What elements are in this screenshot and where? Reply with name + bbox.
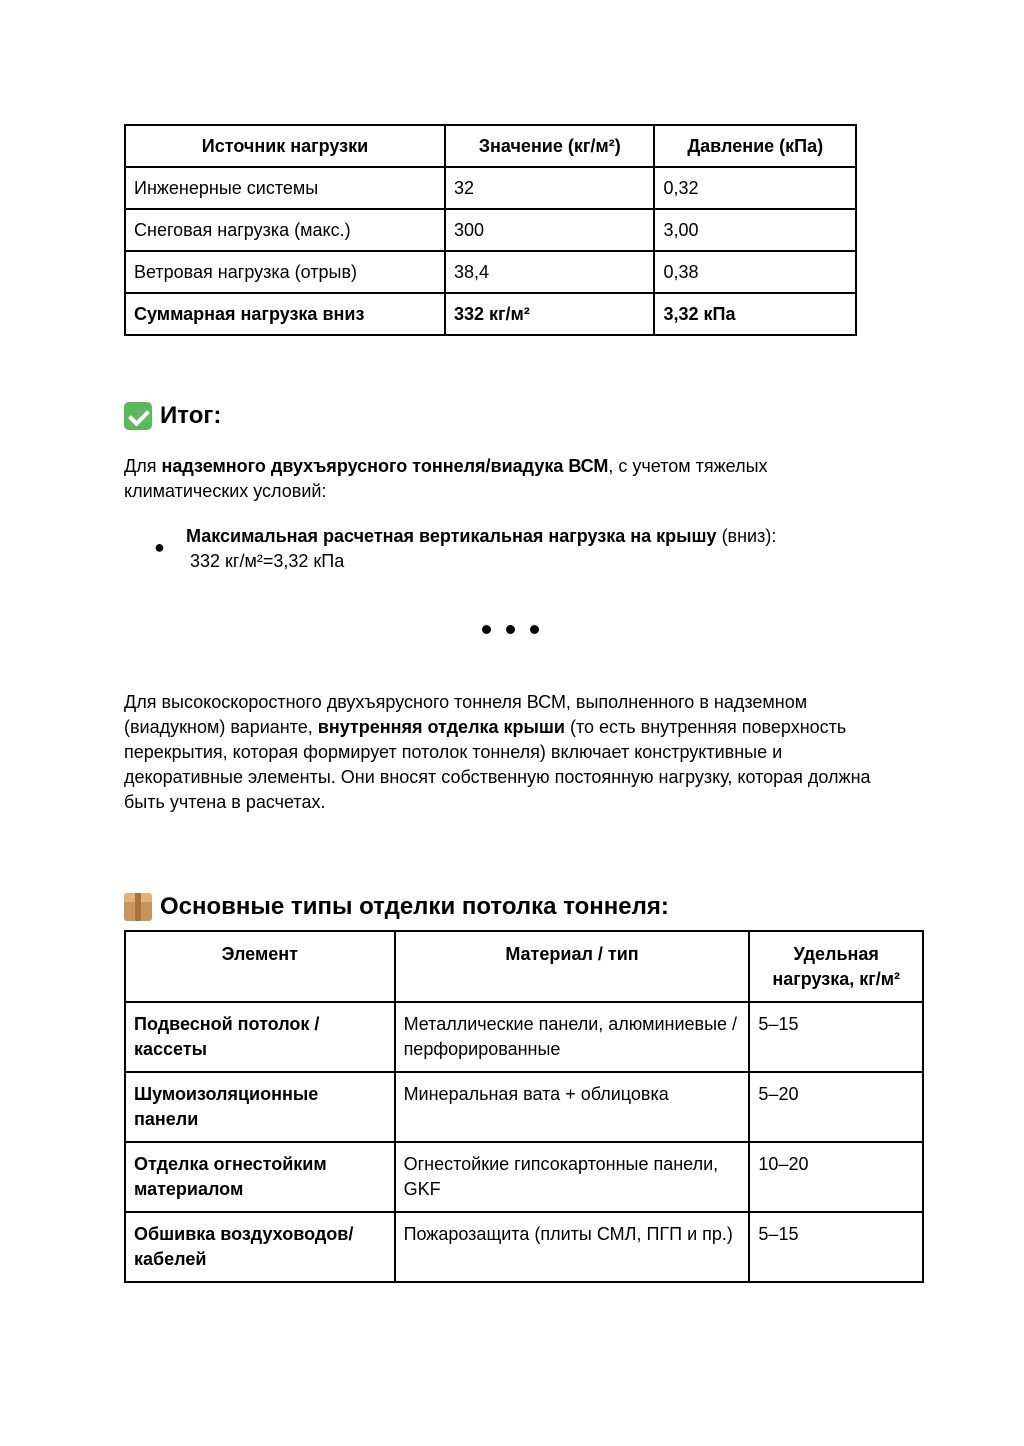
column-header: Элемент <box>125 931 395 1002</box>
paragraph-bold-text: внутренняя отделка крыши <box>317 717 565 737</box>
table-cell: 3,32 кПа <box>654 293 856 335</box>
summary-intro <box>124 454 824 504</box>
finish-heading <box>124 893 669 921</box>
table-cell: Шумоизоляционные панели <box>125 1072 395 1142</box>
load-table <box>124 124 857 336</box>
table-cell: 0,32 <box>654 167 856 209</box>
column-header: Источник нагрузки <box>125 125 445 167</box>
table-total-row <box>125 293 856 335</box>
summary-heading <box>124 402 221 430</box>
table-cell: 38,4 <box>445 251 654 293</box>
table-cell: Снеговая нагрузка (макс.) <box>125 209 445 251</box>
table-cell: 3,00 <box>654 209 856 251</box>
table-row <box>125 1212 923 1282</box>
column-header: Материал / тип <box>395 931 750 1002</box>
table-cell: Суммарная нагрузка вниз <box>125 293 445 335</box>
table-cell: 10–20 <box>749 1142 923 1212</box>
intro-text: , с учетом тяжелых климатических условий: <box>124 456 768 501</box>
bullet-text: (вниз): <box>716 526 777 546</box>
bullet-value: 332 кг/м²=3,32 кПа <box>190 551 345 571</box>
divider-dot <box>482 625 491 634</box>
table-cell: Отделка огнестойким материалом <box>125 1142 395 1212</box>
table-cell: Подвесной потолок / кассеты <box>125 1002 395 1072</box>
check-mark-icon <box>124 402 152 430</box>
table-cell: Инженерные системы <box>125 167 445 209</box>
divider-dot <box>530 625 539 634</box>
table-cell: 32 <box>445 167 654 209</box>
summary-bullet <box>186 524 846 549</box>
table-row <box>125 1142 923 1212</box>
section-divider <box>482 625 539 634</box>
table-header-row <box>125 931 923 1002</box>
table-cell: Пожарозащита (плиты СМЛ, ПГП и пр.) <box>395 1212 750 1282</box>
table-cell: Огнестойкие гипсокартонные панели, GKF <box>395 1142 750 1212</box>
table-row <box>125 167 856 209</box>
package-icon <box>124 893 152 921</box>
table-header-row <box>125 125 856 167</box>
paragraph-text: (то есть внутренняя поверхность перекрытия, которая формирует потолок тоннеля) включает конструктивные и декоративные элементы. Они вносят собственную постоянную нагрузку, которая должна быть учтена в расчетах. <box>124 717 871 812</box>
table-cell: Металлические панели, алюминиевые / перфорированные <box>395 1002 750 1072</box>
bullet-icon: ● <box>154 537 165 557</box>
divider-dot <box>506 625 515 634</box>
table-row <box>125 251 856 293</box>
paragraph-text: Для высокоскоростного двухъярусного тоннеля ВСМ, выполненного в надземном (виадукном) варианте, <box>124 692 808 737</box>
summary-title: Итог: <box>160 402 222 429</box>
bullet-bold-text: Максимальная расчетная вертикальная нагрузка на крышу <box>186 526 717 546</box>
intro-text: Для <box>124 456 162 476</box>
table-row <box>125 1002 923 1072</box>
column-header: Давление (кПа) <box>654 125 856 167</box>
finish-title: Основные типы отделки потолка тоннеля: <box>160 893 669 920</box>
table-cell: 5–15 <box>749 1002 923 1072</box>
table-cell: 0,38 <box>654 251 856 293</box>
table-cell: 300 <box>445 209 654 251</box>
table-cell: Минеральная вата + облицовка <box>395 1072 750 1142</box>
finish-table <box>124 930 924 1283</box>
column-header: Значение (кг/м²) <box>445 125 654 167</box>
table-row <box>125 1072 923 1142</box>
intro-bold-text: надземного двухъярусного тоннеля/виадука ВСМ <box>161 456 609 476</box>
table-cell: Ветровая нагрузка (отрыв) <box>125 251 445 293</box>
table-cell: 5–20 <box>749 1072 923 1142</box>
table-cell: 332 кг/м² <box>445 293 654 335</box>
column-header: Удельная нагрузка, кг/м² <box>749 931 923 1002</box>
table-cell: Обшивка воздуховодов/кабелей <box>125 1212 395 1282</box>
finish-intro-paragraph <box>124 690 894 815</box>
table-row <box>125 209 856 251</box>
table-cell: 5–15 <box>749 1212 923 1282</box>
